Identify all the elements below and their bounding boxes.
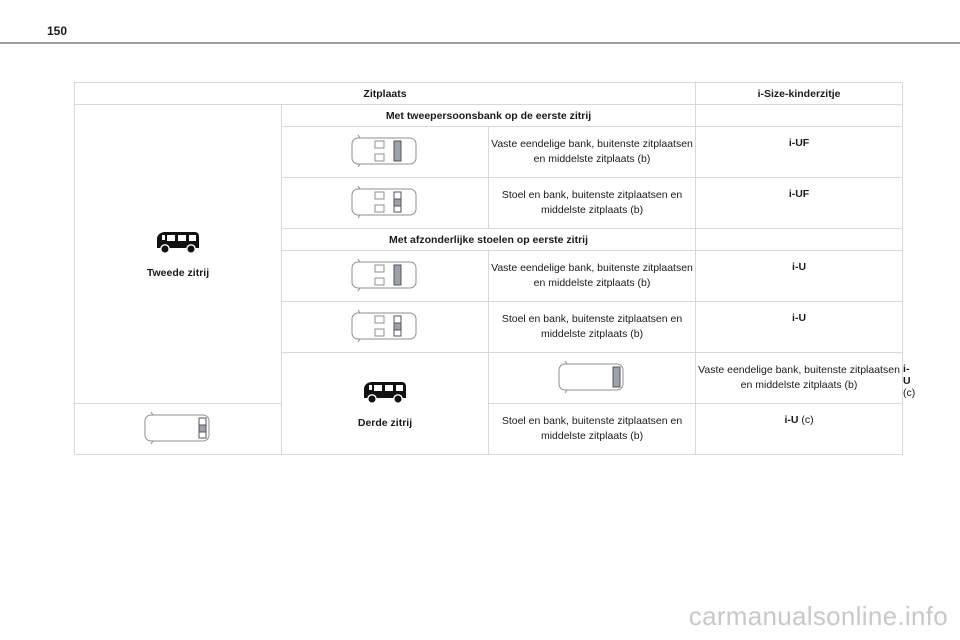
footnote-ref: (c) xyxy=(801,414,814,426)
header-position: Zitplaats xyxy=(75,83,696,105)
isize-code-cell xyxy=(696,302,903,353)
car-top-view-icon xyxy=(350,185,420,219)
subheader-bench: Met tweepersoonsbank op de eerste zitrij xyxy=(282,105,696,127)
isize-code: i-UF xyxy=(788,188,810,200)
isize-code-cell xyxy=(696,404,903,455)
page-number: 150 xyxy=(47,24,68,38)
seat-description: Stoel en bank, buitenste zitplaatsen en middelste zitplaats (b) xyxy=(489,302,696,353)
isize-code-cell xyxy=(696,251,903,302)
van-side-icon xyxy=(154,229,202,255)
seat-description: Stoel en bank, buitenste zitplaatsen en middelste zitplaats (b) xyxy=(489,178,696,229)
seat-diagram xyxy=(282,178,489,229)
header-rule xyxy=(0,42,960,44)
empty-cell xyxy=(696,229,903,251)
isize-code-cell xyxy=(696,178,903,229)
isize-code: i-U xyxy=(792,261,807,273)
seat-diagram xyxy=(282,251,489,302)
seat-description: Stoel en bank, buitenste zitplaatsen en middelste zitplaats (b) xyxy=(489,404,696,455)
seat-compatibility-table xyxy=(74,82,916,455)
isize-code: i-U xyxy=(903,363,911,387)
car-top-view-icon xyxy=(350,134,420,168)
seat-diagram xyxy=(489,353,696,404)
seat-description: Vaste eendelige bank, buitenste zitplaatsen en middelste zitplaats (b) xyxy=(489,251,696,302)
car-top-view-icon xyxy=(350,309,420,343)
position-label: Tweede zitrij xyxy=(146,267,210,279)
position-second-row xyxy=(75,105,282,404)
footnote-ref: (c) xyxy=(903,387,916,399)
seat-description: Vaste eendelige bank, buitenste zitplaatsen en middelste zitplaats (b) xyxy=(696,353,903,404)
car-top-view-icon xyxy=(143,411,213,445)
header-seat-type: i-Size-kinderzitje xyxy=(696,83,903,105)
isize-code: i-UF xyxy=(788,137,810,149)
isize-code: i-U xyxy=(792,312,807,324)
isize-code: i-U xyxy=(784,414,799,426)
car-top-view-icon xyxy=(350,258,420,292)
car-top-view-icon xyxy=(557,360,627,394)
seat-diagram xyxy=(282,302,489,353)
position-label: Derde zitrij xyxy=(357,416,413,429)
watermark: carmanualsonline.info xyxy=(688,601,948,631)
subheader-separate-seats: Met afzonderlijke stoelen op eerste zitrij xyxy=(282,229,696,251)
seat-diagram xyxy=(282,127,489,178)
seat-diagram xyxy=(75,404,282,455)
position-third-row xyxy=(282,353,489,455)
empty-cell xyxy=(696,105,903,127)
van-side-icon xyxy=(361,379,409,405)
seat-description: Vaste eendelige bank, buitenste zitplaatsen en middelste zitplaats (b) xyxy=(489,127,696,178)
isize-code-cell xyxy=(696,127,903,178)
